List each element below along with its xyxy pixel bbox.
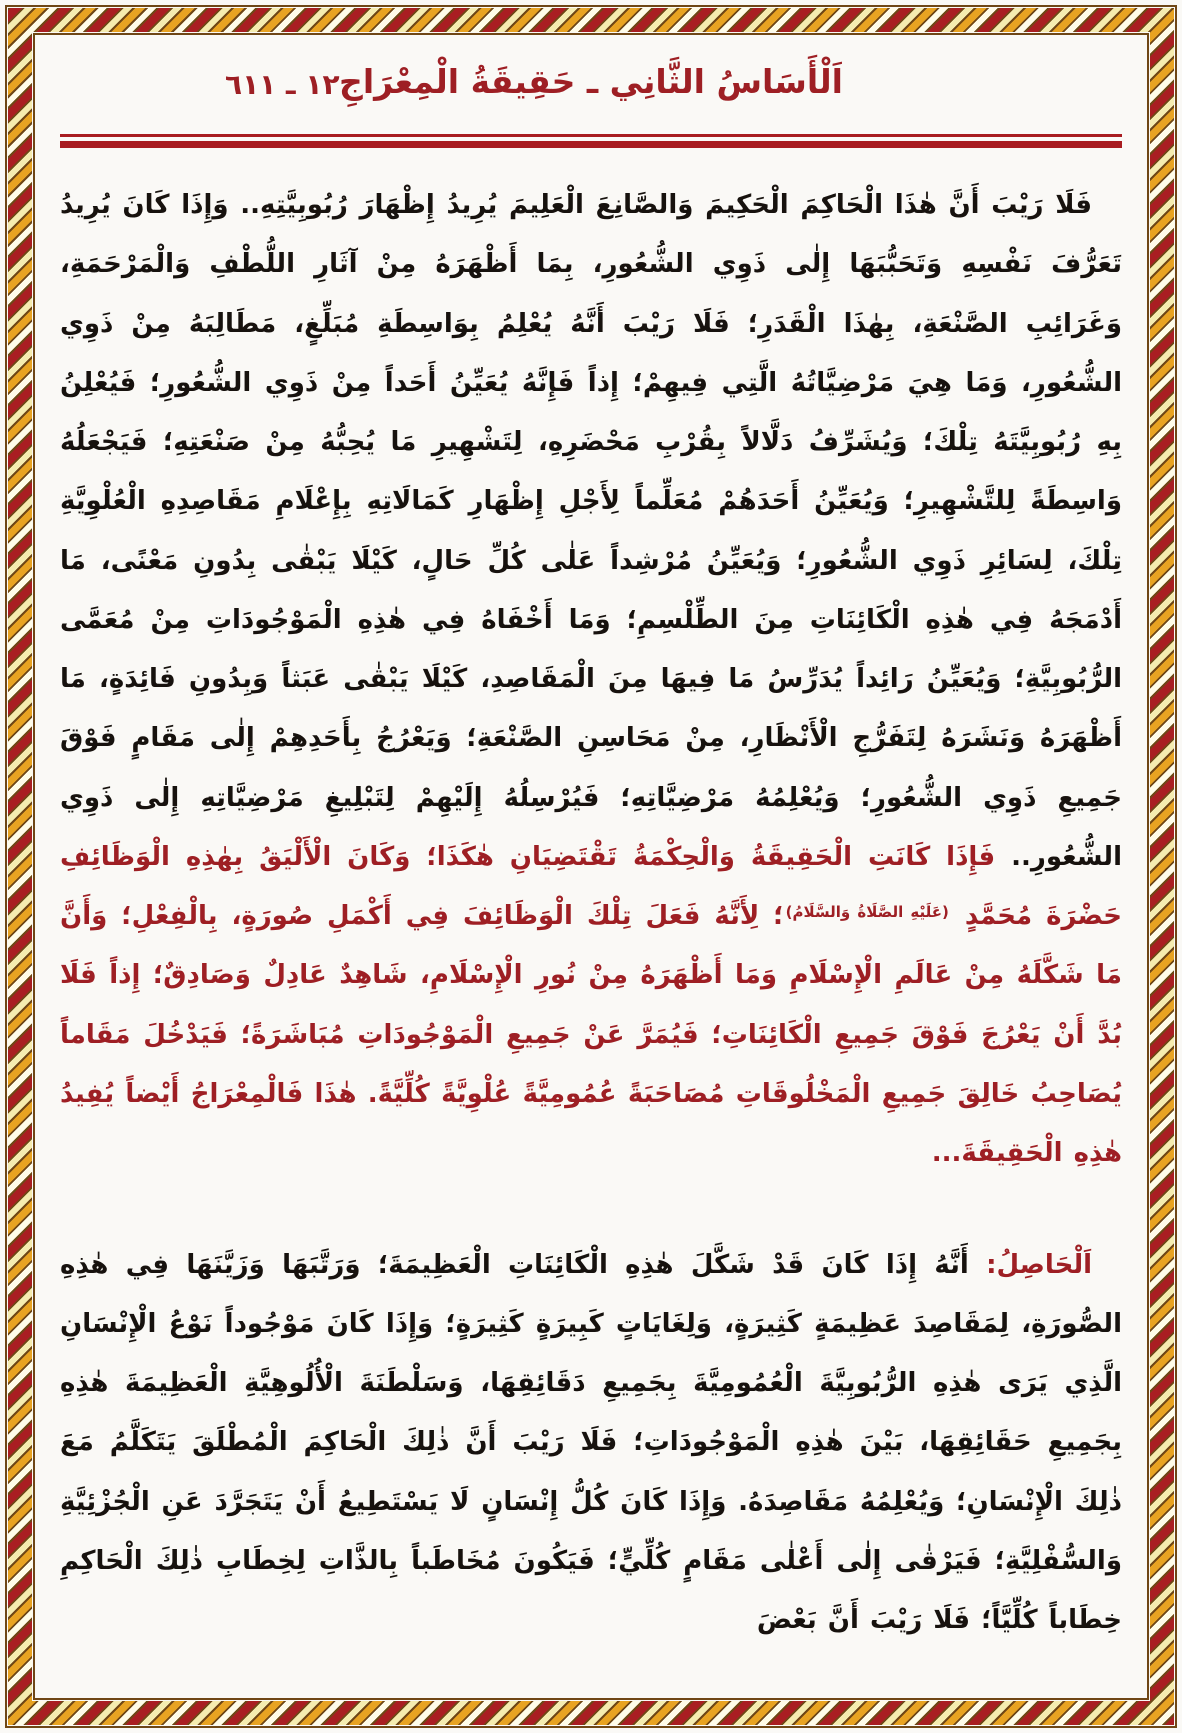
paragraph-1 [60, 176, 1122, 1184]
paragraph-1-red-emphasis: فَإِذَا كَانَتِ الْحَقِيقَةُ وَالْحِكْمَةُ تَقْتَضِيَانِ هٰكَذَا؛ وَكَانَ الْأَلْيَقُ بِهٰذِهِ الْوَظَائِفِ حَضْرَةَ مُحَمَّدٍ [60, 841, 1122, 932]
prophet-honorific-seal: (عَلَيْهِ الصَّلَاةُ وَالسَّلَامُ) [785, 903, 949, 922]
paragraph-2 [60, 1236, 1122, 1651]
page-body [60, 176, 1122, 1650]
paragraph-1-black-intro: فَلَا رَيْبَ أَنَّ هٰذَا الْحَاكِمَ الْحَكِيمَ وَالصَّانِعَ الْعَلِيمَ يُرِيدُ إِظْهَارَ رُبُوبِيَّتِهِ.. وَإِذَا كَانَ يُرِيدُ تَعَرُّفَ نَفْسِهِ وَتَحَبُّبَهَا إِلٰى ذَوِي الشُّعُورِ، بِمَا أَظْهَرَهُ مِنْ آثَارِ اللُّطْفِ وَالْمَرْحَمَةِ، وَغَرَائِبِ الصَّنْعَةِ، بِهٰذَا الْقَدَرِ؛ فَلَا رَيْبَ أَنَّهُ يُعْلِمُ بِوَاسِطَةِ مُبَلِّغٍ، مَطَالِبَهُ مِنْ ذَوِي الشُّعُورِ، وَمَا هِيَ مَرْضِيَّاتُهُ الَّتِي فِيهِمْ؛ إِذاً فَإِنَّهُ يُعَيِّنُ أَحَداً مِنْ ذَوِي الشُّعُورِ؛ فَيُعْلِنُ بِهِ رُبُوبِيَّتَهُ تِلْكَ؛ وَيُشَرِّفُ دَلَّالاً بِقُرْبِ مَحْضَرِهِ، لِتَشْهِيرِ مَا يُحِبُّهُ مِنْ صَنْعَتِهِ؛ فَيَجْعَلُهُ وَاسِطَةً لِلتَّشْهِيرِ؛ وَيُعَيِّنُ أَحَدَهُمْ مُعَلِّماً لِأَجْلِ إِظْهَارِ كَمَالَاتِهِ بِإِعْلَامِ مَقَاصِدِهِ الْعُلْوِيَّةِ تِلْكَ، لِسَائِرِ ذَوِي الشُّعُورِ؛ وَيُعَيِّنُ مُرْشِداً عَلٰى كُلِّ حَالٍ، كَيْلَا يَبْقٰى بِدُونِ مَعْنًى، مَا أَدْمَجَهُ فِي هٰذِهِ الْكَائِنَاتِ مِنَ الطِّلْسِمِ؛ وَمَا أَخْفَاهُ فِي هٰذِهِ الْمَوْجُودَاتِ مِنْ مُعَمَّى الرُّبُوبِيَّةِ؛ وَيُعَيِّنُ رَائِداً يُدَرِّسُ مَا فِيهَا مِنَ الْمَقَاصِدِ، كَيْلَا يَبْقٰى عَبَثاً وَبِدُونِ فَائِدَةٍ، مَا أَظْهَرَهُ وَنَشَرَهُ لِتَفَرُّجِ الْأَنْظَارِ، مِنْ مَحَاسِنِ الصَّنْعَةِ؛ وَيَعْرُجُ بِأَحَدِهِمْ إِلٰى مَقَامٍ فَوْقَ جَمِيعِ ذَوِي الشُّعُورِ؛ وَيُعْلِمُهُ مَرْضِيَّاتِهِ؛ فَيُرْسِلُهُ إِلَيْهِمْ لِتَبْلِيغِ مَرْضِيَّاتِهِ إِلٰى ذَوِي الشُّعُورِ.. [60, 190, 1122, 872]
page-numbers: ١٢ ـ ٦١١ [225, 68, 340, 101]
paragraph-1-red-emphasis-continued: ؛ لِأَنَّهُ فَعَلَ تِلْكَ الْوَظَائِفَ فِي أَكْمَلِ صُورَةٍ، بِالْفِعْلِ؛ وَأَنَّ مَا شَكَّلَهُ مِنْ عَالَمِ الْإِسْلَامِ وَمَا أَظْهَرَهُ مِنْ نُورِ الْإِسْلَامِ، شَاهِدٌ عَادِلٌ وَصَادِقٌ؛ إِذاً فَلَا بُدَّ أَنْ يَعْرُجَ فَوْقَ جَمِيعِ الْكَائِنَاتِ؛ فَيُمَرَّ عَنْ جَمِيعِ الْمَوْجُودَاتِ مُبَاشَرَةً؛ فَيَدْخُلَ مَقَاماً يُصَاحِبُ خَالِقَ جَمِيعِ الْمَخْلُوقَاتِ مُصَاحَبَةً عُمُومِيَّةً عُلْوِيَّةً كُلِّيَّةً. هٰذَا فَالْمِعْرَاجُ أَيْضاً يُفِيدُ هٰذِهِ الْحَقِيقَةَ... [60, 901, 1122, 1169]
page-title: اَلْأَسَاسُ الثَّانِي ـ حَقِيقَةُ الْمِعْرَاجِ [339, 62, 843, 101]
header-divider-rule [60, 134, 1122, 148]
paragraph-2-black-text: أَنَّهُ إِذَا كَانَ قَدْ شَكَّلَ هٰذِهِ الْكَائِنَاتِ الْعَظِيمَةَ؛ وَرَتَّبَهَا وَزَيَّنَهَا فِي هٰذِهِ الصُّورَةِ، لِمَقَاصِدَ عَظِيمَةٍ كَثِيرَةٍ، وَلِغَايَاتٍ كَبِيرَةٍ كَثِيرَةٍ؛ وَإِذَا كَانَ مَوْجُوداً نَوْعُ الْإِنْسَانِ الَّذِي يَرَى هٰذِهِ الرُّبُوبِيَّةَ الْعُمُومِيَّةَ بِجَمِيعِ دَقَائِقِهَا، وَسَلْطَنَةَ الْأُلُوهِيَّةِ الْعَظِيمَةَ هٰذِهِ بِجَمِيعِ حَقَائِقِهَا، بَيْنَ هٰذِهِ الْمَوْجُودَاتِ؛ فَلَا رَيْبَ أَنَّ ذٰلِكَ الْحَاكِمَ الْمُطْلَقَ يَتَكَلَّمُ مَعَ ذٰلِكَ الْإِنْسَانِ؛ وَيُعْلِمُهُ مَقَاصِدَهُ. وَإِذَا كَانَ كُلُّ إِنْسَانٍ لَا يَسْتَطِيعُ أَنْ يَتَجَرَّدَ عَنِ الْجُزْئِيَّةِ وَالسُّفْلِيَّةِ؛ فَيَرْقٰى إِلٰى أَعْلٰى مَقَامٍ كُلِّيٍّ؛ فَيَكُونَ مُخَاطَباً بِالذَّاتِ لِخِطَابِ ذٰلِكَ الْحَاكِمِ خِطَاباً كُلِّيَّاً؛ فَلَا رَيْبَ أَنَّ بَعْضَ [60, 1249, 1122, 1636]
page-header [60, 62, 1122, 134]
page-content [60, 40, 1122, 1693]
paragraph-2-lead-word: اَلْحَاصِلُ: [986, 1249, 1092, 1280]
